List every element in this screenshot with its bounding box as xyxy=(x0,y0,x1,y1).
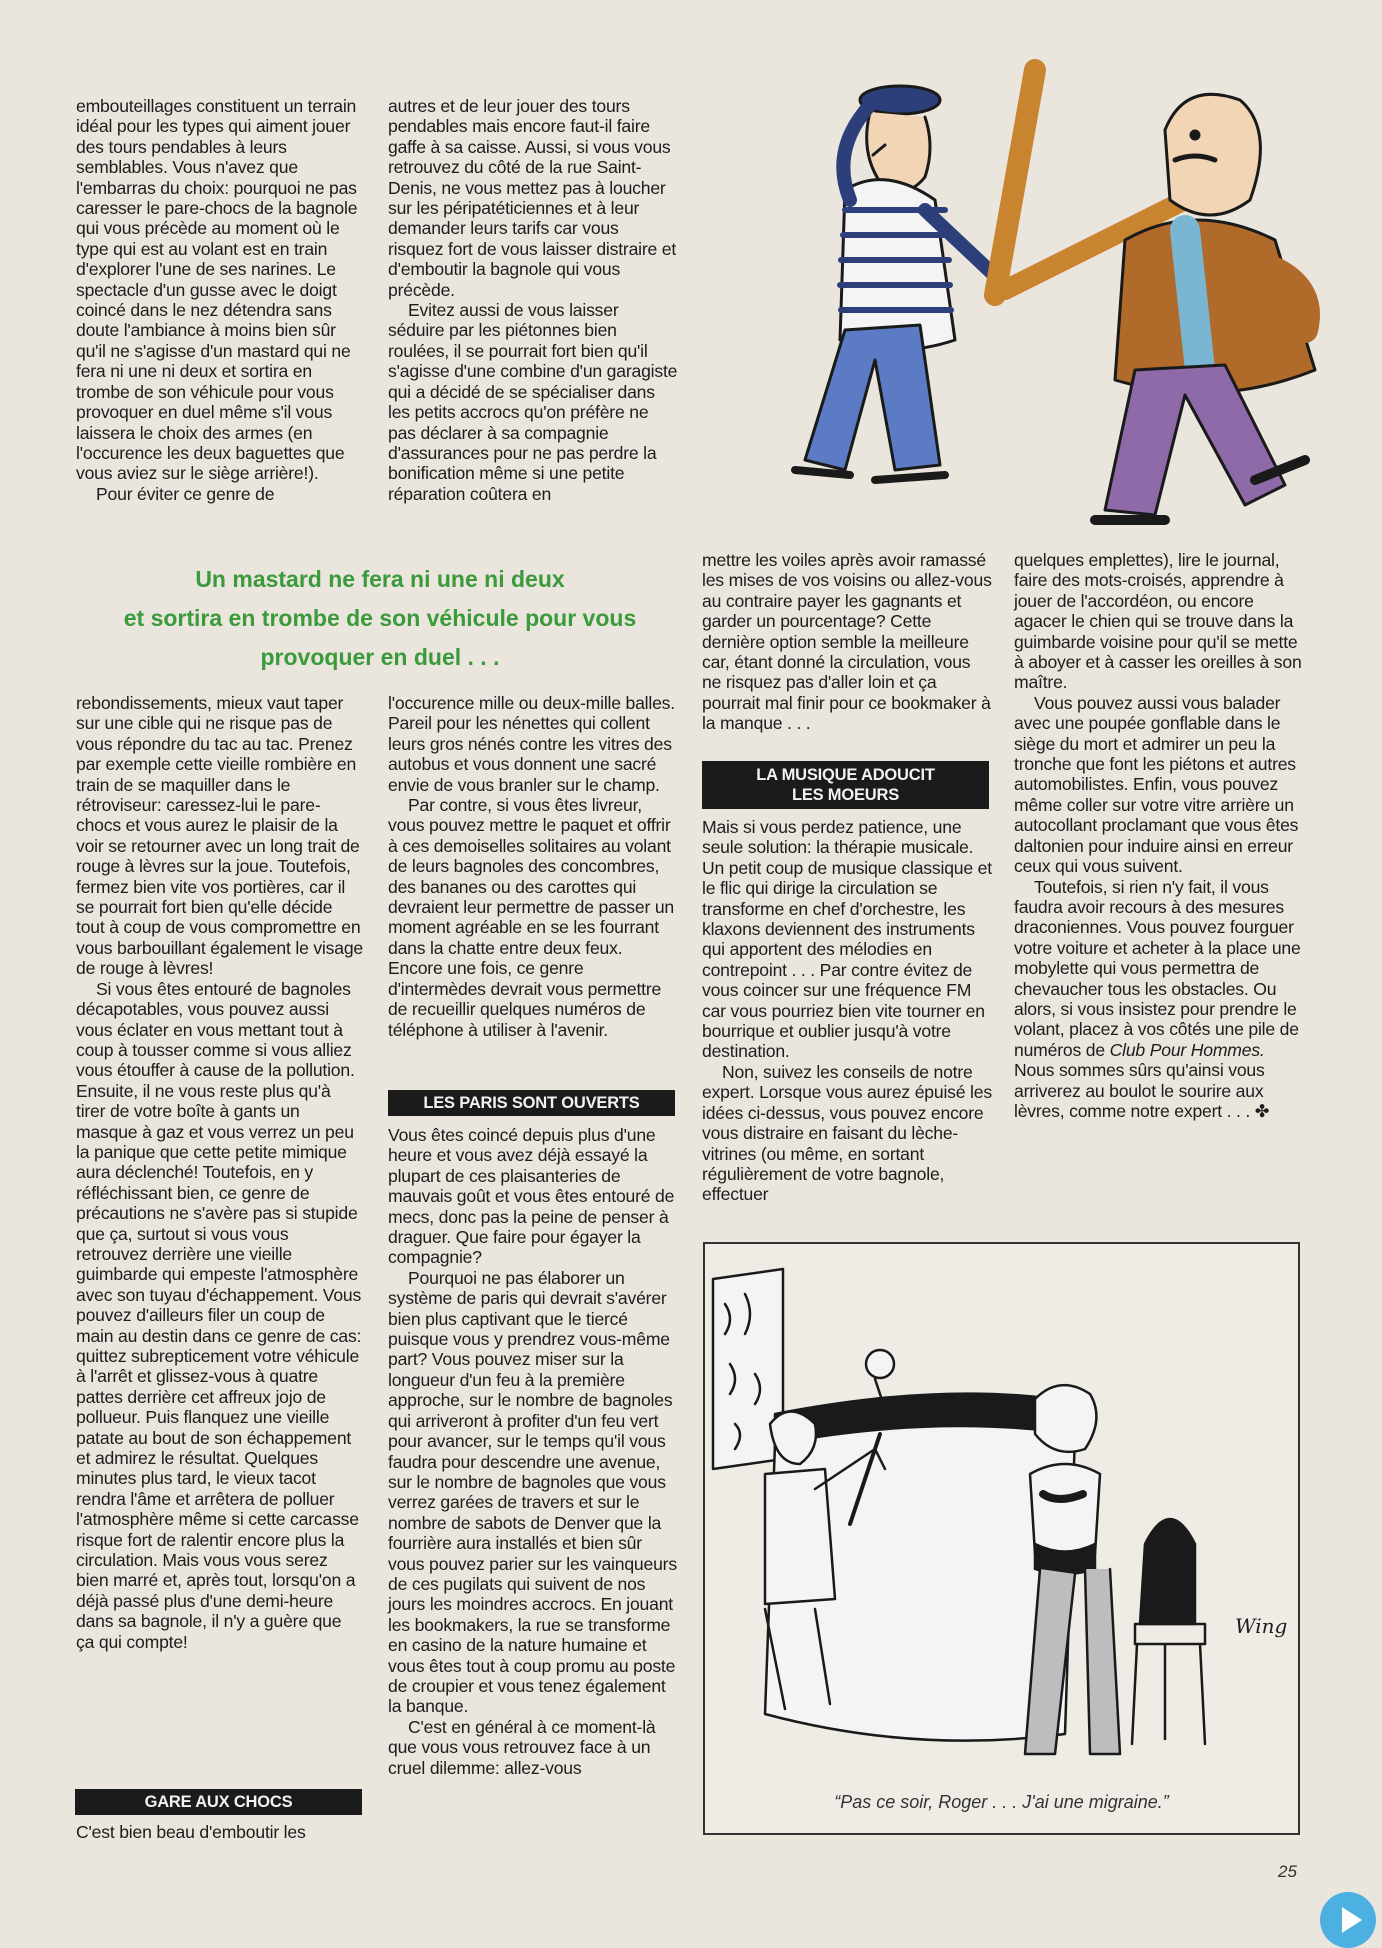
paragraph: rebondissements, mieux vaut taper sur une cible qui ne risque pas de vous répondre du tac au tac. Prenez par exemple cette vieille rombière en train de se maquiller dans le rétroviseur: caressez-lui le pare-chocs et vous aurez le plaisir de la voir se retourner avec un long trait de rouge à lèvres sur la joue. Toutefois, fermez bien vite vos portières, car il se pourrait fort bien qu'elle décide tout à coup de vous compromettre en vous barbouillant également le visage de rouge à lèvres! xyxy=(76,693,363,979)
column-4 xyxy=(1014,550,1306,1121)
pull-quote-line: et sortira en trombe de son véhicule pour vous xyxy=(123,605,637,631)
section-heading-gare-aux-chocs: GARE AUX CHOCS xyxy=(75,1789,362,1815)
pull-quote-line: Un mastard ne fera ni une ni deux xyxy=(195,566,565,592)
column-1-top xyxy=(76,96,363,504)
paragraph: quelques emplettes), lire le journal, faire des mots-croisés, apprendre à jouer de l'accordéon, ou encore agacer le chien qui se trouve dans la guimbarde voisine pour qu'il se mette à aboyer et à casser les oreilles à son maître. xyxy=(1014,550,1302,693)
paragraph: Si vous êtes entouré de bagnoles décapotables, vous pouvez aussi vous éclater en vous mettant tout à coup à tousser comme si vous alliez vous étouffer à cause de la pollution. Ensuite, il ne vous reste plus qu'à tirer de votre boîte à gants un masque à gaz et vous verrez un peu la panique que cette petite mimique aura déclenché! Toutefois, en y réfléchissant bien, ce genre de précautions ne s'avère pas si stupide que ça, surtout si vous vous retrouvez derrière une vieille guimbarde qui empeste l'atmosphère avec son tuyau d'échappement. Vous pouvez d'ailleurs filer un coup de main au destin dans ce genre de cas: quittez subrepticement votre véhicule à l'arrêt et glissez-vous à quatre pattes derrière cet affreux jojo de pollueur. Puis flanquez une vieille patate au bout de son échappement et admirez le résultat. Quelques minutes plus tard, le vieux tacot rendra l'âme et arrêtera de polluer l'atmosphère même si cette carcasse risque fort de ralentir encore plus la circulation. Mais vous vous serez bien marré et, après tout, lorsqu'on a déjà passé plus d'une demi-heure dans sa bagnole, il n'y a guère que ça qui compte! xyxy=(76,978,362,1652)
paragraph-text: Toutefois, si rien n'y fait, il vous faudra avoir recours à des mesures draconiennes. Vous pouvez fourguer votre voiture et acheter à la place une mobylette qui vous permettra de chevaucher tous les obstacles. Ou alors, si vous insistez pour prendre le volant, placez à vos côtés une pile de numéros de xyxy=(1014,876,1301,1060)
cartoon-signature: Wing xyxy=(1235,1614,1288,1638)
column-2-bottom xyxy=(388,693,678,1040)
section-heading-la-musique-adoucit xyxy=(702,761,989,809)
paragraph xyxy=(1014,877,1306,1122)
paragraph: Mais si vous perdez patience, une seule solution: la thérapie musicale. Un petit coup de musique classique et le flic qui dirige la circulation se transforme en chef d'orchestre, les klaxons deviennent des instruments qui apportent des mélodies en contrepoint . . . Par contre évitez de vous coincer sur une fréquence FM car vous pourriez bien vite tourner en bourrique et oublier jusqu'à votre destination. xyxy=(702,817,992,1062)
paragraph: Vous êtes coincé depuis plus d'une heure et vous avez déjà essayé la plupart de ces plaisanteries de mauvais goût et vous êtes entouré de mecs, donc pas la peine de penser à draguer. Que faire pour égayer la compagnie? xyxy=(388,1125,675,1268)
column-1-bottom xyxy=(76,693,363,1652)
paragraph: Pour éviter ce genre de xyxy=(96,483,275,504)
paragraph: l'occurence mille ou deux-mille balles. Pareil pour les nénettes qui collent leurs gros nénés contre les vitres des autobus et vous donnent une sacré envie de vous branler sur le champ. xyxy=(388,693,675,795)
paragraph: autres et de leur jouer des tours pendables mais encore faut-il faire gaffe à sa caisse. Aussi, si vous vous retrouvez du côté de la rue Saint-Denis, ne vous mettez pas à loucher sur les péripatéticiennes et à leur demander leurs tarifs car vous risquez fort de vous laisser distraire et d'emboutir la bagnole qui vous précède. xyxy=(388,96,677,300)
paragraph: Par contre, si vous êtes livreur, vous pouvez mettre le paquet et offrir à ces demoiselles solitaires au volant de leurs bagnoles des concombres, des bananes ou des carottes qui devraient leur permettre de passer un moment agréable en se les fourrant dans la chatte entre deux feux. Encore une fois, ce genre d'intermèdes devrait vous permettre de recueillir quelques numéros de téléphone à utiliser à l'avenir. xyxy=(388,795,674,1040)
cartoon-frame xyxy=(703,1242,1300,1835)
paragraph: C'est en général à ce moment-là que vous vous retrouvez face à un cruel dilemme: allez-vous xyxy=(388,1716,656,1778)
page-number: 25 xyxy=(1278,1862,1297,1881)
column-3-b xyxy=(702,817,992,1205)
column-2-bottom-b xyxy=(388,1125,678,1778)
paragraph: Vous pouvez aussi vous balader avec une poupée gonflable dans le siège du mort et admirer un peu la tronche que font les piétons et autres automobilistes. Enfin, vous pouvez même coller sur votre vitre arrière un autocollant proclamant que vous êtes daltonien pour induire ainsi en erreur ceux qui vous suivent. xyxy=(1014,692,1299,877)
paragraph: Pourquoi ne pas élaborer un système de paris qui devrait s'avérer bien plus captivant que le tiercé puisque vous y prendrez vous-même part? Vous pouvez miser sur la longueur d'un feu à la première approche, sur le nombre de bagnoles qui arriveront à profiter d'un feu vert pour avancer, sur le temps qu'il vous faudra pour descendre une avenue, sur le nombre de bagnoles que vous verrez garées de travers et sur le nombre de sabots de Denver que la fourrière aura installés et bien sûr vous pouvez parier sur les vainqueurs de ces pugilats qui suivent de nos jours les moindres accrocs. En jouant les bookmakers, la rue se transforme en casino de la nature humaine et vous êtes tout à coup promu au poste de croupier et vous tenez également la banque. xyxy=(388,1267,677,1717)
baguette-fight-illustration xyxy=(695,40,1345,530)
play-button[interactable] xyxy=(1320,1892,1376,1948)
column-3 xyxy=(702,550,992,734)
heading-line: LES MOEURS xyxy=(791,786,900,804)
paragraph: mettre les voiles après avoir ramassé les mises de vos voisins ou allez-vous au contraire payer les gagnants et garder un pourcentage? Cette dernière option semble la meilleure car, étant donné la circulation, vous ne risquez pas d'aller loin et ça pourrait mal finir pour ce bookmaker à la manque . . . xyxy=(702,550,992,734)
paragraph: embouteillages constituent un terrain idéal pour les types qui aiment jouer des tours pendables à leurs semblables. Vous n'avez que l'embarras du choix: pourquoi ne pas caresser le pare-chocs de la bagnole qui vous précède au moment où le type qui est au volant est en train d'explorer l'une de ses narines. Le spectacle d'un gusse avec le doigt coincé dans le nez détendra sans doute l'ambiance à moins bien sûr qu'il ne s'agisse d'un mastard qui ne fera ni une ni deux et sortira en trombe de son véhicule pour vous provoquer en duel même s'il vous laissera le choix des armes (en l'occurence les deux baguettes que vous aviez sur le siège arrière!). xyxy=(76,96,358,484)
paragraph: C'est bien beau d'emboutir les xyxy=(76,1822,306,1842)
heading-line: LA MUSIQUE ADOUCIT xyxy=(756,766,935,784)
cartoon-drawing xyxy=(695,40,1345,530)
section-heading-les-paris-sont-ouverts: LES PARIS SONT OUVERTS xyxy=(388,1090,675,1116)
paragraph: Evitez aussi de vous laisser séduire par les piétonnes bien roulées, il se pourrait fort bien qu'il s'agisse d'une combine d'un garagiste qui a décidé de se spécialiser dans les petits accrocs qu'on préfère ne pas déclarer à sa compagnie d'assurances pour ne pas perdre la bonification même si une petite réparation coûtera en xyxy=(388,300,678,504)
bedroom-cartoon xyxy=(705,1244,1298,1774)
magazine-title: Club Pour Hommes. xyxy=(1109,1039,1265,1060)
cartoon-caption: “Pas ce soir, Roger . . . J'ai une migraine.” xyxy=(834,1792,1169,1812)
pull-quote xyxy=(110,560,650,677)
column-1-end xyxy=(76,1822,363,1842)
paragraph: Non, suivez les conseils de notre expert. Lorsque vous aurez épuisé les idées ci-dessus, vous pouvez encore vous distraire en faisant du lèche-vitrines (ou même, en sortant régulièrement de votre bagnole, effectuer xyxy=(702,1061,992,1205)
paragraph-text: Nous sommes sûrs qu'ainsi vous arriverez au boulot le sourire aux lèvres, comme notre expert . . . ✤ xyxy=(1014,1060,1270,1121)
pull-quote-line: provoquer en duel . . . xyxy=(260,644,500,670)
column-2-top xyxy=(388,96,678,504)
